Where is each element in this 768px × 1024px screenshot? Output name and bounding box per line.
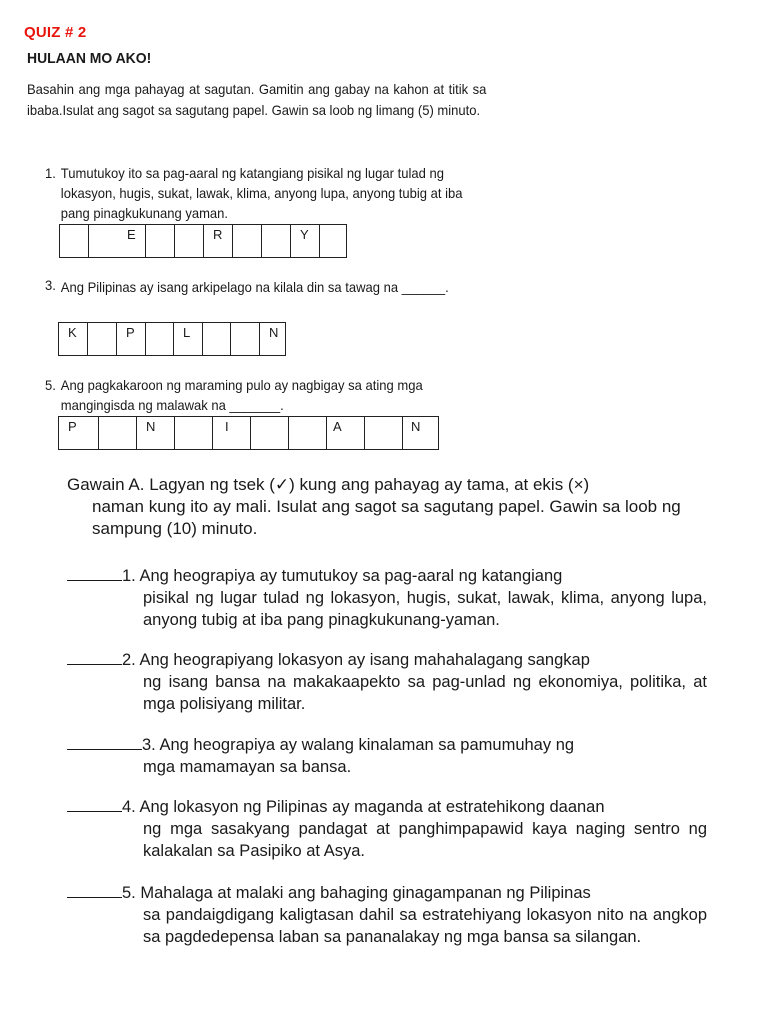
letter-box: Y <box>291 225 320 257</box>
item-text: Tumutukoy ito sa pag-aaral ng katangiang pisikal ng lugar tulad ng lokasyon, hugis, sukat, lawak, klima, anyong lupa, anyong tubig at iba pang pinagkukunang yaman. <box>60 165 463 221</box>
hulaan-section <box>27 50 487 121</box>
letter-box <box>262 225 291 257</box>
puzzle-item-1 <box>45 163 486 223</box>
puzzle-item-5 <box>45 375 486 415</box>
letter-boxes-1 <box>59 224 347 258</box>
letter-box <box>146 225 175 257</box>
item-text: Ang Pilipinas ay isang arkipelago na kilala din sa tawag na ______. <box>60 279 449 295</box>
letter-box <box>231 323 260 355</box>
question-number: 2. <box>122 651 136 669</box>
letter-box <box>99 417 137 449</box>
letter-box <box>175 225 204 257</box>
letter-box <box>203 323 231 355</box>
answer-blank[interactable] <box>67 732 142 750</box>
item-number: 1. <box>45 165 56 181</box>
letter-boxes-5 <box>58 416 439 450</box>
answer-blank[interactable] <box>67 880 122 898</box>
question-continuation: mga mamamayan sa bansa. <box>143 758 352 776</box>
true-false-item-4 <box>67 794 707 862</box>
answer-blank[interactable] <box>67 647 122 665</box>
letter-box <box>365 417 403 449</box>
letter-box: I <box>213 417 251 449</box>
true-false-item-5 <box>67 880 707 948</box>
letter-box <box>251 417 289 449</box>
true-false-item-3 <box>67 732 707 778</box>
letter-box: A <box>327 417 365 449</box>
letter-box: E <box>89 225 146 257</box>
question-text: Ang heograpiya ay tumutukoy sa pag-aaral ng katangiang <box>139 567 563 585</box>
instructions: Basahin ang mga pahayag at sagutan. Gamitin ang gabay na kahon at titik sa ibaba.Isulat ang sagot sa sagutang papel. Gawin sa loob ng limang (5) minuto. <box>27 81 487 118</box>
letter-box: N <box>411 419 421 434</box>
question-continuation: pisikal ng lugar tulad ng lokasyon, hugis, sukat, lawak, klima, anyong lupa, anyong tubig at iba pang pinagkukunang-yaman. <box>143 589 707 629</box>
item-number: 3. <box>45 277 56 293</box>
letter-boxes-3 <box>58 322 286 356</box>
question-continuation: ng mga sasakyang pandagat at panghimpapawid kaya naging sentro ng kalakalan sa Pasipiko at Asya. <box>143 820 707 860</box>
puzzle-item-3 <box>45 275 486 299</box>
letter-box <box>320 225 346 257</box>
question-text: Ang heograpiya ay walang kinalaman sa pamumuhay ng <box>159 736 575 754</box>
true-false-item-2 <box>67 647 707 715</box>
quiz-title: QUIZ # 2 <box>24 24 87 41</box>
letter-box: N <box>269 325 279 340</box>
letter-box: R <box>204 225 233 257</box>
item-number: 5. <box>45 377 56 393</box>
question-text: Ang lokasyon ng Pilipinas ay maganda at estratehikong daanan <box>139 798 605 816</box>
answer-blank[interactable] <box>67 794 122 812</box>
question-text: Mahalaga at malaki ang bahaging ginagampanan ng Pilipinas <box>140 884 591 902</box>
letter-box <box>146 323 174 355</box>
gawain-a-rest: naman kung ito ay mali. Isulat ang sagot sa sagutang papel. Gawin sa loob ng sampung (10) minuto. <box>92 497 681 538</box>
letter-box <box>60 225 89 257</box>
letter-box <box>289 417 327 449</box>
letter-box <box>88 323 117 355</box>
question-number: 4. <box>122 798 136 816</box>
letter-box: P <box>117 323 146 355</box>
letter-box <box>233 225 262 257</box>
letter-box: N <box>137 417 175 449</box>
question-number: 3. <box>142 736 156 754</box>
question-number: 5. <box>122 884 136 902</box>
letter-box: P <box>59 417 99 449</box>
question-text: Ang heograpiyang lokasyon ay isang mahahalagang sangkap <box>139 651 590 669</box>
section-heading: HULAAN MO AKO! <box>27 50 152 67</box>
letter-box: L <box>174 323 203 355</box>
question-continuation: ng isang bansa na makakaapekto sa pag-unlad ng ekonomiya, politika, at mga polisiyang militar. <box>143 673 707 713</box>
gawain-a-lead: Gawain A. Lagyan ng tsek (✓) kung ang pahayag ay tama, at ekis (×) <box>67 475 590 494</box>
gawain-a-instructions <box>67 474 707 540</box>
letter-box: K <box>59 323 88 355</box>
question-continuation: sa pandaigdigang kaligtasan dahil sa estratehiyang lokasyon nito na angkop sa pagdedepensa laban sa pananalakay ng mga bansa sa silangan. <box>143 906 707 946</box>
letter-box <box>175 417 213 449</box>
true-false-item-1 <box>67 563 707 631</box>
question-number: 1. <box>122 567 136 585</box>
answer-blank[interactable] <box>67 563 122 581</box>
item-text: Ang pagkakaroon ng maraming pulo ay nagbigay sa ating mga mangingisda ng malawak na _______. <box>60 377 423 413</box>
